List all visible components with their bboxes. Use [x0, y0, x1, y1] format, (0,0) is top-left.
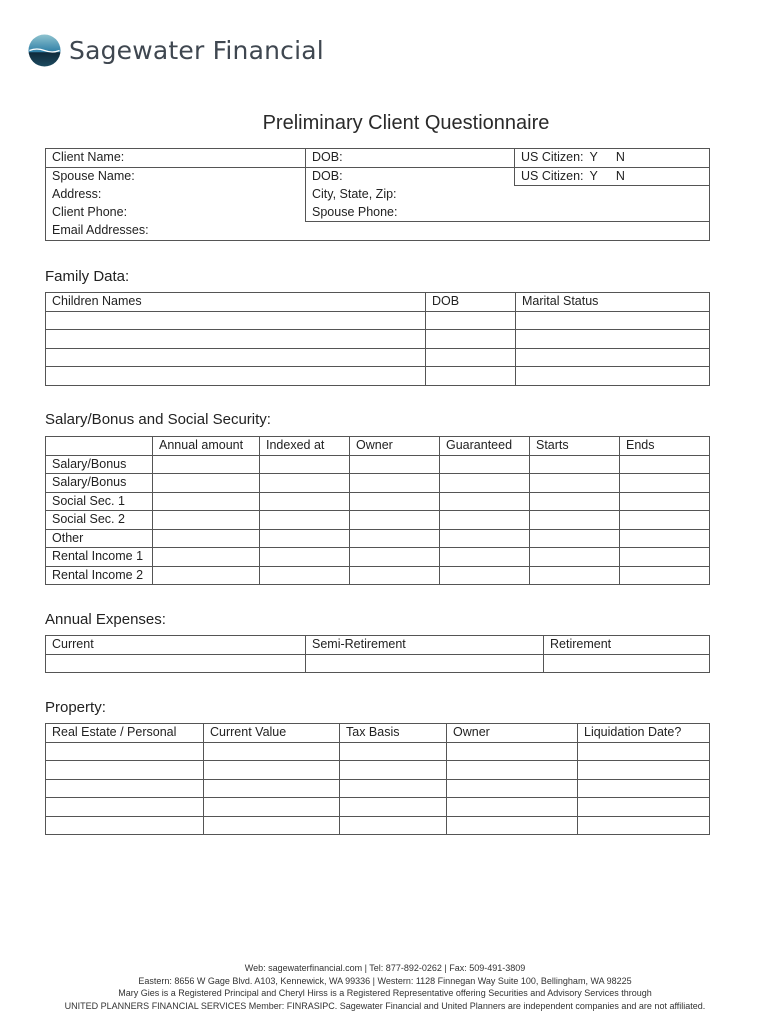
table-header-row [46, 724, 710, 743]
column-header: Retirement [544, 636, 710, 655]
row-label: Social Sec. 2 [46, 511, 153, 530]
no-option[interactable]: N [615, 168, 625, 183]
table-cell[interactable] [153, 511, 260, 530]
table-row [46, 816, 710, 835]
table-cell[interactable] [620, 455, 710, 474]
table-cell[interactable] [350, 492, 440, 511]
address-field[interactable]: Address: [46, 186, 306, 204]
table-row [46, 455, 710, 474]
table-row [46, 548, 710, 567]
table-cell[interactable] [204, 798, 340, 817]
table-cell[interactable] [620, 529, 710, 548]
table-row [46, 348, 710, 367]
table-row [46, 474, 710, 493]
table-cell[interactable] [530, 566, 620, 585]
table-cell[interactable] [516, 330, 710, 349]
table-cell[interactable] [578, 798, 710, 817]
table-cell[interactable] [426, 348, 516, 367]
row-label: Rental Income 2 [46, 566, 153, 585]
table-cell[interactable] [516, 348, 710, 367]
table-cell[interactable] [530, 492, 620, 511]
table-cell[interactable] [46, 761, 204, 780]
table-cell[interactable] [350, 511, 440, 530]
annual-expenses-heading: Annual Expenses: [45, 611, 166, 628]
spouse-phone-field[interactable]: Spouse Phone: [306, 204, 710, 222]
column-header: Owner [350, 437, 440, 456]
city-state-zip-field[interactable]: City, State, Zip: [306, 186, 710, 204]
table-cell[interactable] [447, 816, 578, 835]
table-cell[interactable] [440, 566, 530, 585]
page-title: Preliminary Client Questionnaire [262, 112, 550, 134]
row-label: Rental Income 1 [46, 548, 153, 567]
table-cell[interactable] [440, 492, 530, 511]
row-label: Salary/Bonus [46, 474, 153, 493]
property-heading: Property: [45, 699, 106, 716]
brand-name: Sagewater Financial [69, 36, 324, 65]
column-header: Ends [620, 437, 710, 456]
table-cell[interactable] [340, 798, 447, 817]
us-citizen-field-2[interactable] [515, 167, 710, 186]
table-cell[interactable] [350, 529, 440, 548]
table-row [46, 311, 710, 330]
table-cell[interactable] [46, 330, 426, 349]
table-cell[interactable] [516, 367, 710, 386]
table-cell[interactable] [440, 529, 530, 548]
column-header: Annual amount [153, 437, 260, 456]
table-cell[interactable] [46, 742, 204, 761]
table-cell[interactable] [350, 548, 440, 567]
table-cell[interactable] [447, 761, 578, 780]
table-cell[interactable] [620, 548, 710, 567]
us-citizen-label: US Citizen: [521, 168, 584, 183]
table-cell[interactable] [426, 330, 516, 349]
column-header: Current [46, 636, 306, 655]
column-header: Starts [530, 437, 620, 456]
column-header: Guaranteed [440, 437, 530, 456]
row-label: Social Sec. 1 [46, 492, 153, 511]
table-cell[interactable] [350, 474, 440, 493]
table-cell[interactable] [340, 742, 447, 761]
column-header: Owner [447, 724, 578, 743]
yes-option[interactable]: Y [589, 168, 598, 183]
table-cell[interactable] [340, 761, 447, 780]
table-cell[interactable] [578, 742, 710, 761]
table-cell[interactable] [46, 348, 426, 367]
table-row [46, 779, 710, 798]
us-citizen-field-1[interactable] [515, 149, 710, 168]
table-cell[interactable] [153, 474, 260, 493]
column-header: Indexed at [260, 437, 350, 456]
yes-option[interactable]: Y [589, 150, 598, 165]
table-header-row [46, 636, 710, 655]
table-cell[interactable] [350, 455, 440, 474]
table-cell[interactable] [440, 548, 530, 567]
us-citizen-label: US Citizen: [521, 150, 584, 165]
table-cell[interactable] [578, 761, 710, 780]
table-cell[interactable] [46, 654, 306, 673]
table-cell[interactable] [447, 742, 578, 761]
client-phone-field[interactable]: Client Phone: [46, 204, 306, 222]
column-header [46, 437, 153, 456]
sagewater-logo-icon [28, 34, 61, 67]
table-cell[interactable] [153, 529, 260, 548]
table-cell[interactable] [447, 798, 578, 817]
column-header: Current Value [204, 724, 340, 743]
client-info-table [45, 148, 710, 241]
table-cell[interactable] [260, 548, 350, 567]
table-cell[interactable] [530, 511, 620, 530]
table-cell[interactable] [153, 455, 260, 474]
table-cell[interactable] [260, 529, 350, 548]
table-cell[interactable] [530, 474, 620, 493]
table-cell[interactable] [516, 311, 710, 330]
table-row [46, 566, 710, 585]
column-header: Semi-Retirement [306, 636, 544, 655]
family-data-table [45, 292, 710, 386]
table-cell[interactable] [350, 566, 440, 585]
column-header: Liquidation Date? [578, 724, 710, 743]
table-cell[interactable] [153, 566, 260, 585]
table-cell[interactable] [46, 311, 426, 330]
table-header-row [46, 293, 710, 312]
table-cell[interactable] [440, 511, 530, 530]
table-cell[interactable] [440, 474, 530, 493]
table-row [46, 654, 710, 673]
table-cell[interactable] [440, 455, 530, 474]
property-table [45, 723, 710, 835]
table-cell[interactable] [260, 455, 350, 474]
annual-expenses-table [45, 635, 710, 673]
table-cell[interactable] [620, 511, 710, 530]
table-cell[interactable] [46, 367, 426, 386]
table-cell[interactable] [46, 779, 204, 798]
table-cell[interactable] [426, 367, 516, 386]
page-footer [0, 962, 770, 1012]
table-cell[interactable] [204, 761, 340, 780]
table-row [46, 492, 710, 511]
email-addresses-field[interactable]: Email Addresses: [46, 222, 710, 241]
dob-field-1[interactable]: DOB: [306, 149, 515, 168]
table-cell[interactable] [620, 566, 710, 585]
table-cell[interactable] [260, 566, 350, 585]
column-header: Tax Basis [340, 724, 447, 743]
column-header: Real Estate / Personal [46, 724, 204, 743]
no-option[interactable]: N [615, 150, 625, 165]
client-name-field[interactable]: Client Name: [46, 149, 306, 168]
table-cell[interactable] [578, 816, 710, 835]
spouse-name-field[interactable]: Spouse Name: [46, 167, 306, 186]
table-cell[interactable] [46, 816, 204, 835]
row-label: Salary/Bonus [46, 455, 153, 474]
table-cell[interactable] [426, 311, 516, 330]
table-cell[interactable] [306, 654, 544, 673]
brand-logo [28, 34, 324, 67]
table-row [46, 798, 710, 817]
column-header: Children Names [46, 293, 426, 312]
table-row [46, 761, 710, 780]
footer-contact-line: Web: sagewaterfinancial.com | Tel: 877-892-0262 | Fax: 509-491-3809 [244, 963, 526, 973]
table-cell[interactable] [447, 779, 578, 798]
table-cell[interactable] [204, 816, 340, 835]
column-header: Marital Status [516, 293, 710, 312]
table-cell[interactable] [260, 492, 350, 511]
row-label: Other [46, 529, 153, 548]
table-cell[interactable] [530, 548, 620, 567]
table-header-row [46, 437, 710, 456]
table-cell[interactable] [153, 548, 260, 567]
table-cell[interactable] [620, 492, 710, 511]
footer-affiliation-line: UNITED PLANNERS FINANCIAL SERVICES Member: FINRASIPC. Sagewater Financial and United Planners are independent companies and are not affiliated. [64, 1000, 706, 1011]
table-row [46, 367, 710, 386]
footer-address-line: Eastern: 8656 W Gage Blvd. A103, Kennewick, WA 99336 | Western: 1128 Finnegan Way Suite 100, Bellingham, WA 98225 [138, 975, 632, 986]
table-cell[interactable] [153, 492, 260, 511]
table-cell[interactable] [530, 529, 620, 548]
table-cell[interactable] [204, 779, 340, 798]
column-header: DOB [426, 293, 516, 312]
table-cell[interactable] [620, 474, 710, 493]
table-cell[interactable] [204, 742, 340, 761]
table-cell[interactable] [46, 798, 204, 817]
table-cell[interactable] [260, 474, 350, 493]
table-cell[interactable] [530, 455, 620, 474]
table-cell[interactable] [340, 816, 447, 835]
table-row [46, 511, 710, 530]
salary-heading: Salary/Bonus and Social Security: [45, 411, 271, 428]
table-row [46, 742, 710, 761]
table-row [46, 330, 710, 349]
table-cell[interactable] [578, 779, 710, 798]
salary-table [45, 436, 710, 585]
dob-field-2[interactable]: DOB: [306, 167, 515, 186]
table-cell[interactable] [544, 654, 710, 673]
table-cell[interactable] [260, 511, 350, 530]
footer-disclosure-line: Mary Gies is a Registered Principal and Cheryl Hirss is a Registered Representative offering Securities and Advisory Services through [118, 988, 652, 998]
table-cell[interactable] [340, 779, 447, 798]
table-row [46, 529, 710, 548]
family-data-heading: Family Data: [45, 268, 130, 285]
